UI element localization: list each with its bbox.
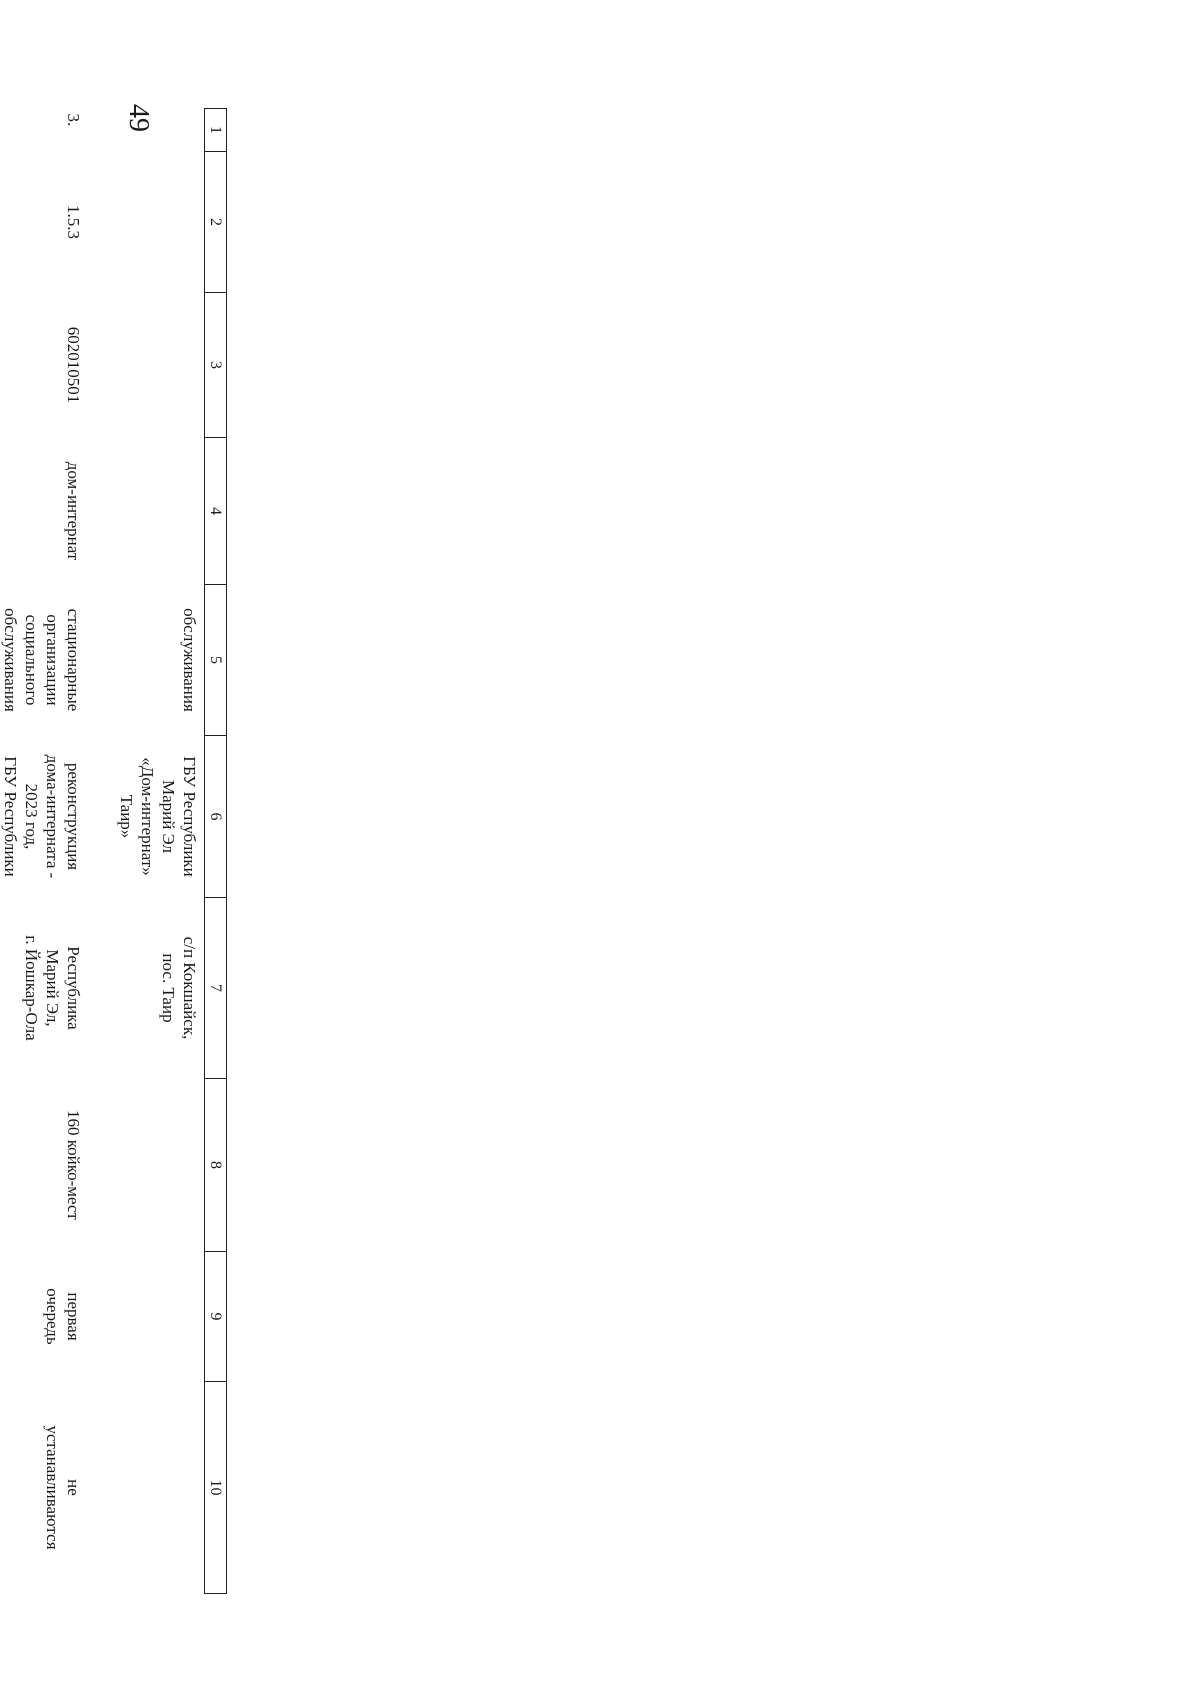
document-table-rotated (0, 108, 227, 1593)
purpose-cell: стационарные организации социального обслуживания (1, 608, 83, 712)
header-col-6: 6 (205, 736, 227, 898)
name-cell: реконструкция дома-интерната - 2023 год, ГБУ Республики (1, 754, 83, 879)
purpose-cell: обслуживания (180, 608, 199, 712)
name-cell: ГБУ Республики Марий Эл «Дом-интернат» Таир» (117, 756, 199, 877)
header-col-8: 8 (205, 1079, 227, 1252)
column-number-header (205, 109, 227, 1594)
table-row-continuation (98, 109, 205, 1594)
header-col-1: 1 (205, 109, 227, 152)
stage-cell: первая очередь (43, 1288, 83, 1345)
oktmo-cell: 602010501 (64, 326, 83, 404)
header-col-3: 3 (205, 293, 227, 438)
header-col-5: 5 (205, 585, 227, 736)
objects-table (0, 108, 227, 1594)
table-row (0, 109, 98, 1594)
header-col-4: 4 (205, 438, 227, 585)
capacity-cell: 160 койко-мест (64, 1109, 83, 1220)
zones-cell: не устанавливаются (43, 1425, 83, 1550)
row-number-cell: 3. (64, 113, 83, 127)
code-cell: 1.5.3 (64, 205, 83, 239)
header-col-10: 10 (205, 1382, 227, 1594)
header-col-7: 7 (205, 898, 227, 1079)
location-cell: с/п Кокшайск, пос. Таир (159, 936, 199, 1040)
type-cell: дом-интернат (64, 461, 83, 561)
header-col-2: 2 (205, 152, 227, 293)
header-col-9: 9 (205, 1252, 227, 1382)
page-number: 49 (123, 104, 154, 132)
location-cell: Республика Марий Эл, г. Йошкар-Ола (22, 935, 83, 1041)
